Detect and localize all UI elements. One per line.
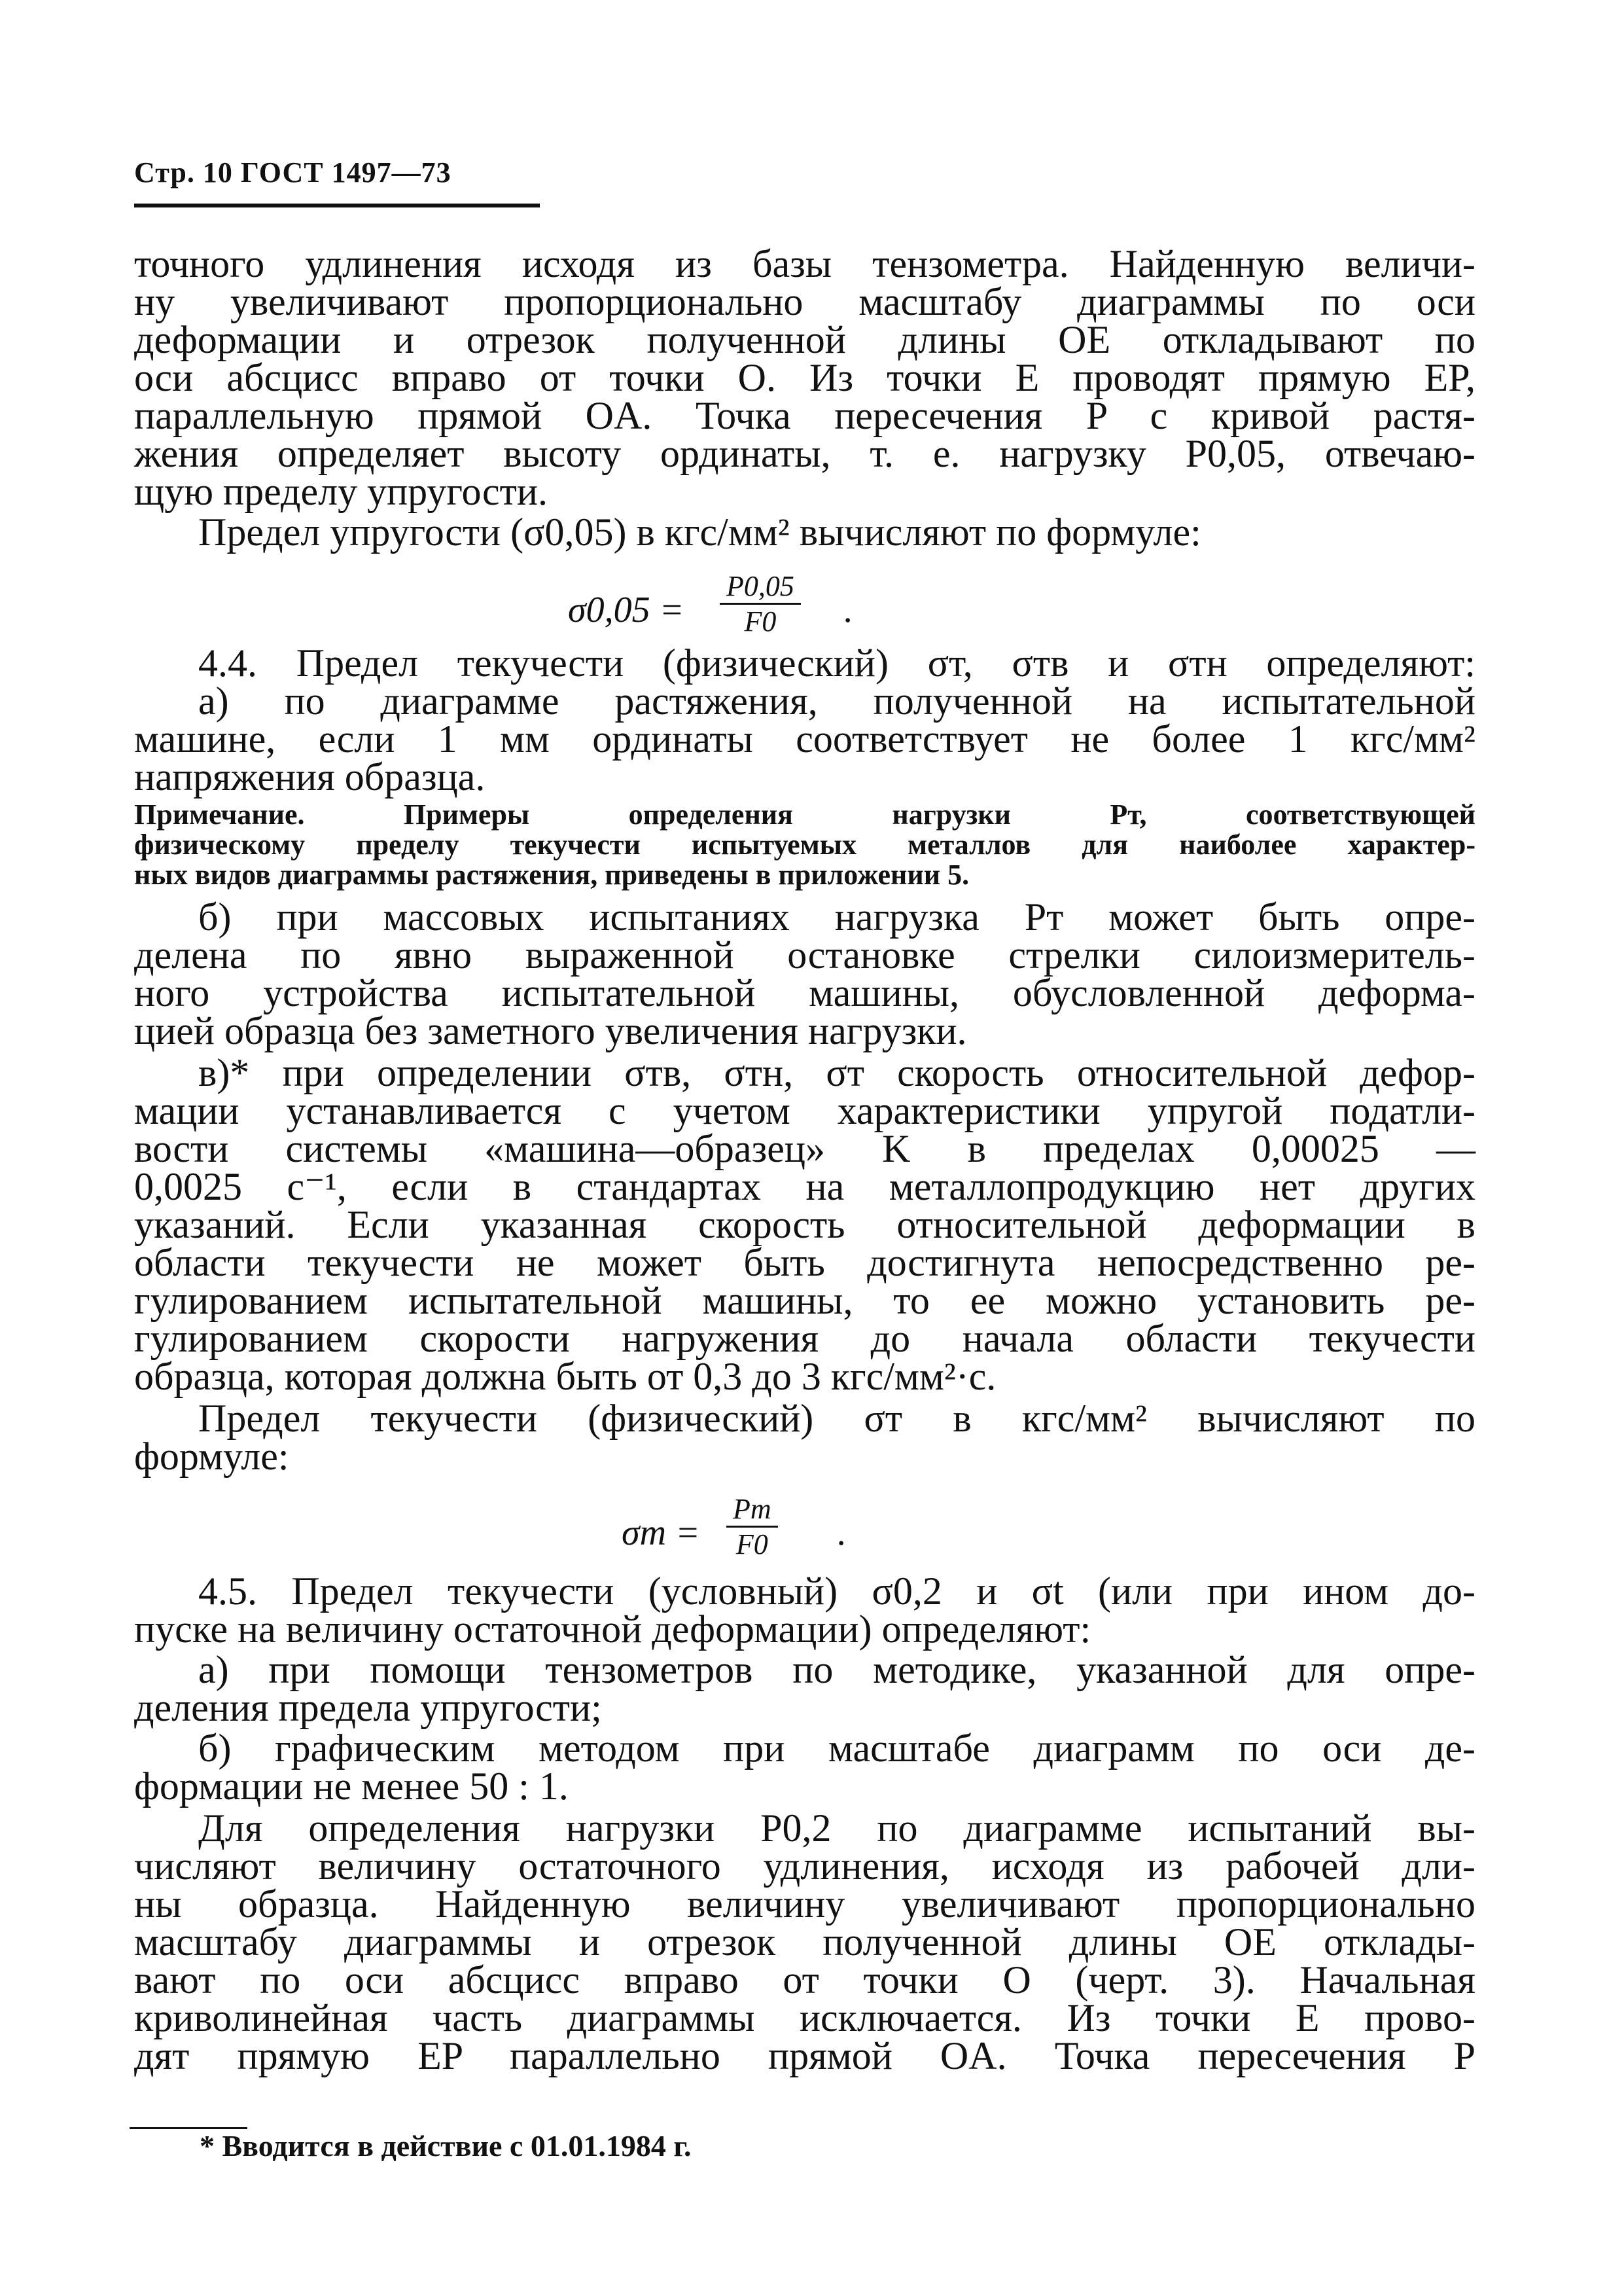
formula-denominator: F0: [744, 605, 777, 637]
text-line: делена по явно выраженной остановке стрелки силоизмеритель-: [134, 933, 1475, 977]
text-line: ного устройства испытательной машины, обусловленной деформа-: [134, 971, 1475, 1014]
text-line: пуске на величину остаточной деформации) определяют:: [134, 1607, 1091, 1651]
text-line: мации устанавливается с учетом характеристики упругой податли-: [134, 1089, 1475, 1132]
page-header: Стр. 10 ГОСТ 1497—73: [134, 156, 540, 207]
text-line: жения определяет высоту ординаты, т. е. нагрузку P0,05, отвечаю-: [134, 432, 1475, 475]
note-line: физическому пределу текучести испытуемых металлов для наиболее характер-: [134, 829, 1475, 861]
text-line: деформации и отрезок полученной длины OE откладывают по: [134, 318, 1475, 361]
text-line: гулированием скорости нагружения до начала области текучести: [134, 1317, 1475, 1360]
text-line: криволинейная часть диаграммы исключается. Из точки E прово-: [134, 1996, 1475, 2039]
formula-elastic-limit: [568, 589, 684, 631]
text-line: точного удлинения исходя из базы тензометра. Найденную величи-: [134, 242, 1475, 285]
text-line: формуле:: [134, 1435, 289, 1478]
text-line: б) графическим методом при масштабе диаграмм по оси де-: [198, 1727, 1475, 1770]
text-line: дят прямую EP параллельно прямой OA. Точка пересечения P: [134, 2034, 1475, 2077]
formula-fraction: [720, 569, 801, 638]
text-line: образца, которая должна быть от 0,3 до 3 кгс/мм²·с.: [134, 1355, 997, 1398]
text-line: машине, если 1 мм ординаты соответствует не более 1 кгс/мм²: [134, 717, 1475, 761]
text-line: параллельную прямой OA. Точка пересечения P с кривой растя-: [134, 394, 1475, 437]
text-line: формации не менее 50 : 1.: [134, 1765, 569, 1808]
formula-lhs: σт =: [622, 1513, 700, 1553]
text-line: а) по диаграмме растяжения, полученной на испытательной: [198, 679, 1475, 723]
text-line: числяют величину остаточного удлинения, исходя из рабочей дли-: [134, 1844, 1475, 1888]
text-line: Для определения нагрузки P0,2 по диаграмме испытаний вы-: [198, 1806, 1475, 1850]
text-line: Предел упругости (σ0,05) в кгс/мм² вычисляют по формуле:: [198, 511, 1201, 554]
text-line: области текучести не может быть достигнута непосредственно ре-: [134, 1241, 1475, 1284]
text-line: 0,0025 с⁻¹, если в стандартах на металлопродукцию нет других: [134, 1165, 1475, 1208]
text-line: вают по оси абсцисс вправо от точки O (черт. 3). Начальная: [134, 1958, 1475, 2001]
text-line: деления предела упругости;: [134, 1686, 602, 1729]
formula-denominator: F0: [735, 1528, 768, 1560]
text-line: 4.4. Предел текучести (физический) σт, σтв и σтн определяют:: [198, 641, 1475, 685]
text-line: вости системы «машина—образец» K в пределах 0,00025 —: [134, 1127, 1475, 1170]
text-line: масштабу диаграммы и отрезок полученной длины OE отклады-: [134, 1920, 1475, 1964]
text-line: указаний. Если указанная скорость относительной деформации в: [134, 1203, 1475, 1246]
formula-numerator: P0,05: [726, 570, 794, 602]
text-line: гулированием испытательной машины, то ее можно установить ре-: [134, 1279, 1475, 1322]
text-line: оси абсцисс вправо от точки O. Из точки E проводят прямую EP,: [134, 356, 1475, 399]
formula-period: .: [844, 590, 853, 630]
text-line: Предел текучести (физический) σт в кгс/мм² вычисляют по: [198, 1397, 1475, 1440]
text-line: б) при массовых испытаниях нагрузка Pт может быть опре-: [198, 895, 1475, 939]
text-line: ны образца. Найденную величину увеличивают пропорционально: [134, 1882, 1475, 1926]
formula-fraction: [726, 1492, 778, 1561]
text-line: щую пределу упругости.: [134, 470, 548, 513]
text-line: ну увеличивают пропорционально масштабу диаграммы по оси: [134, 280, 1475, 323]
formula-lhs: σ0,05 =: [568, 590, 684, 630]
text-line: цией образца без заметного увеличения нагрузки.: [134, 1009, 967, 1052]
formula-yield-strength: [622, 1512, 700, 1554]
text-line: в)* при определении σтв, σтн, σт скорость относительной дефор-: [198, 1051, 1475, 1094]
text-line: 4.5. Предел текучести (условный) σ0,2 и σt (или при ином до-: [198, 1570, 1475, 1613]
note-line: ных видов диаграммы растяжения, приведены в приложении 5.: [134, 859, 970, 891]
text-line: напряжения образца.: [134, 755, 486, 798]
formula-numerator: Pт: [733, 1493, 771, 1525]
note-line: Примечание. Примеры определения нагрузки Pт, соответствующей: [134, 798, 1475, 831]
footnote: * Вводится в действие с 01.01.1984 г.: [200, 2129, 692, 2162]
text-line: а) при помощи тензометров по методике, указанной для опре-: [198, 1648, 1475, 1691]
formula-period: .: [838, 1513, 847, 1553]
